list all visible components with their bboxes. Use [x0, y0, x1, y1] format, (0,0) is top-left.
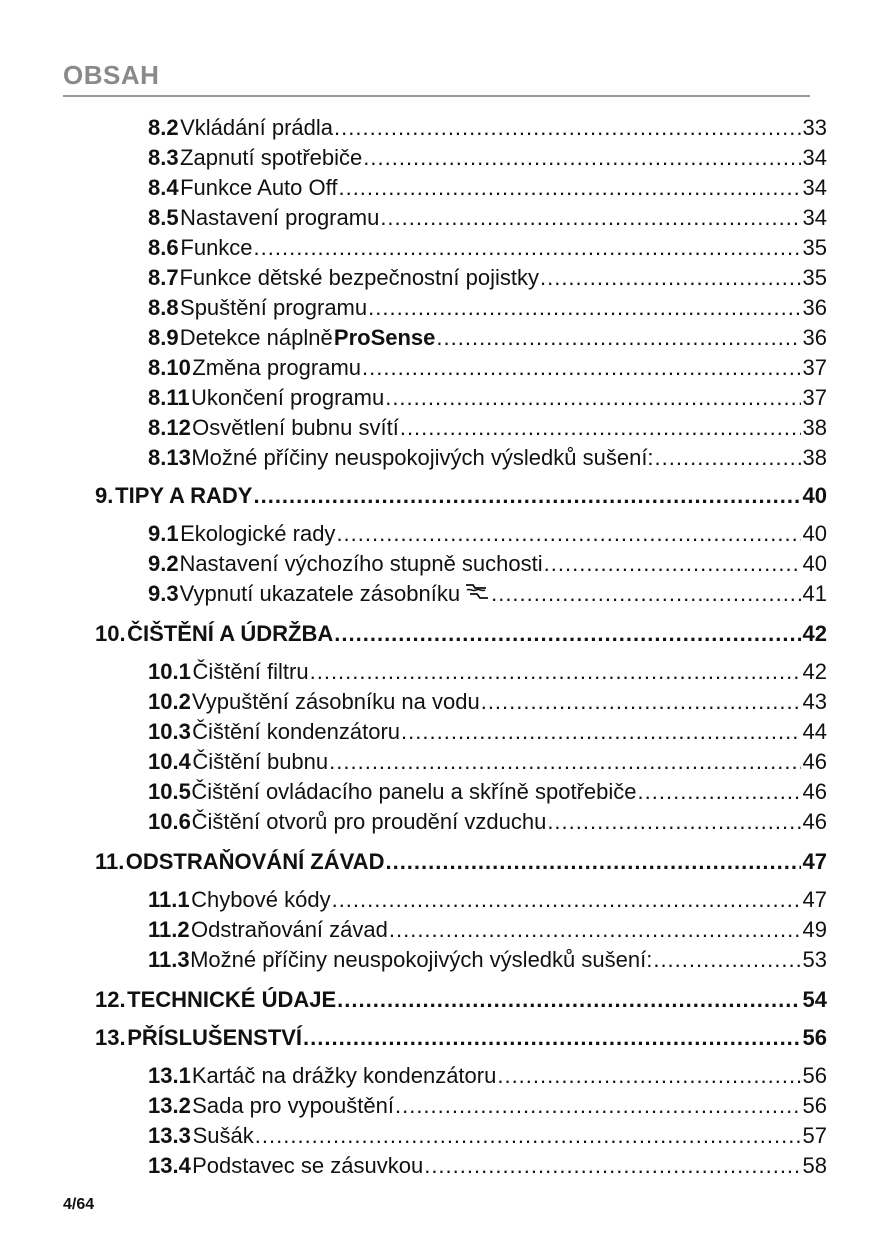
toc-entry-number: 10.5: [148, 779, 191, 804]
toc-entry-number: 10.1: [148, 659, 191, 684]
toc-dot-leader: [401, 717, 800, 747]
toc-entry-number: 8.4: [148, 175, 179, 200]
toc-entry-number: 8.11: [148, 385, 190, 410]
toc-entry-number: 10.3: [148, 719, 191, 744]
toc-dot-leader: [385, 847, 800, 877]
toc-dot-leader: [254, 233, 801, 263]
toc-entry-page: 34: [802, 175, 827, 200]
toc-entry-title: Funkce Auto Off: [180, 175, 338, 200]
water-tank-icon: [464, 579, 490, 599]
toc-entry-page: 40: [802, 551, 827, 576]
toc-entry-page: 47: [802, 887, 827, 912]
toc-entry-page: 35: [802, 235, 827, 260]
toc-entry-number: 13.: [95, 1025, 126, 1050]
toc-entry-number: 10.4: [148, 749, 191, 774]
toc-section-entry[interactable]: [148, 293, 827, 323]
toc-entry-number: 8.6: [148, 235, 179, 260]
toc-entry-title: TIPY A RADY: [115, 483, 253, 508]
toc-entry-number: 11.: [95, 849, 125, 874]
toc-entry-page: 43: [802, 689, 827, 714]
toc-dot-leader: [310, 657, 801, 687]
toc-section-entry[interactable]: [148, 777, 827, 807]
toc-dot-leader: [653, 945, 800, 975]
toc-entry-page: 54: [802, 987, 827, 1012]
toc-entry-page: 36: [802, 295, 827, 320]
toc-section-entry[interactable]: [148, 747, 827, 777]
toc-entry-page: 56: [802, 1063, 827, 1088]
toc-section-entry[interactable]: [148, 885, 827, 915]
toc-dot-leader: [329, 747, 800, 777]
toc-entry-page: 34: [802, 145, 827, 170]
toc-entry-number: 11.3: [148, 947, 190, 972]
toc-entry-title: Čištění kondenzátoru: [192, 719, 401, 744]
toc-dot-leader: [491, 579, 800, 609]
toc-entry-title: ČIŠTĚNÍ A ÚDRŽBA: [127, 621, 334, 646]
toc-entry-number: 11.2: [148, 917, 190, 942]
toc-entry-number: 10.2: [148, 689, 191, 714]
toc-dot-leader: [400, 413, 801, 443]
toc-entry-title: PŘÍSLUŠENSTVÍ: [127, 1025, 303, 1050]
toc-dot-leader: [481, 687, 801, 717]
toc-dot-leader: [338, 173, 800, 203]
toc-entry-page: 37: [802, 355, 827, 380]
toc-section-entry[interactable]: [148, 113, 827, 143]
toc-entry-title: ODSTRAŇOVÁNÍ ZÁVAD: [125, 849, 385, 874]
toc-entry-page: 46: [802, 809, 827, 834]
toc-entry-number: 8.12: [148, 415, 191, 440]
toc-entry-title: Detekce náplně: [179, 325, 333, 350]
toc-entry-number: 8.7: [148, 265, 179, 290]
header-divider: [63, 95, 810, 97]
toc-entry-page: 49: [802, 917, 827, 942]
toc-entry-title: Čištění filtru: [192, 659, 309, 684]
toc-entry-page: 46: [802, 779, 827, 804]
toc-section-entry[interactable]: [148, 579, 827, 609]
toc-entry-title: Možné příčiny neuspokojivých výsledků sušení:: [191, 445, 654, 470]
toc-section-entry[interactable]: [148, 945, 827, 975]
toc-entry-number: 8.10: [148, 355, 191, 380]
toc-entry-number: 13.2: [148, 1093, 191, 1118]
toc-entry-title: Funkce dětské bezpečnostní pojistky: [179, 265, 539, 290]
toc-entry-page: 41: [802, 581, 827, 606]
toc-section-entry[interactable]: [148, 323, 827, 353]
toc-entry-title: Vypuštění zásobníku na vodu: [191, 689, 480, 714]
toc-section-entry[interactable]: [148, 413, 827, 443]
toc-dot-leader: [389, 915, 801, 945]
toc-entry-title: Vypnutí ukazatele zásobníku: [179, 581, 461, 606]
toc-section-entry[interactable]: [148, 173, 827, 203]
toc-dot-leader: [544, 549, 801, 579]
toc-dot-leader: [255, 1121, 801, 1151]
toc-section-entry[interactable]: [148, 549, 827, 579]
toc-section-entry[interactable]: [148, 263, 827, 293]
toc-chapter-entry[interactable]: [95, 847, 827, 877]
toc-entry-page: 44: [802, 719, 827, 744]
toc-entry-number: 10.6: [148, 809, 191, 834]
toc-entry-page: 38: [802, 445, 827, 470]
toc-entry-title: Zapnutí spotřebiče: [180, 145, 363, 170]
toc-section-entry[interactable]: [148, 807, 827, 837]
toc-dot-leader: [336, 519, 800, 549]
toc-section-entry[interactable]: [148, 519, 827, 549]
toc-entry-number: 9.3: [148, 581, 179, 606]
toc-entry-title: Nastavení výchozího stupně suchosti: [179, 551, 543, 576]
toc-entry-title: Sušák: [192, 1123, 254, 1148]
toc-entry-number: 11.1: [148, 887, 190, 912]
toc-entry-page: 35: [802, 265, 827, 290]
toc-entry-title: Ukončení programu: [190, 385, 385, 410]
page-number: 4/64: [63, 1196, 95, 1213]
toc-entry-number: 8.5: [148, 205, 179, 230]
toc-dot-leader: [337, 985, 800, 1015]
toc-entry-number: 8.8: [148, 295, 179, 320]
toc-section-entry[interactable]: [148, 1121, 827, 1151]
toc-entry-number: 9.: [95, 483, 114, 508]
toc-chapter-entry[interactable]: [95, 1023, 827, 1053]
toc-section-entry[interactable]: [148, 443, 827, 473]
toc-entry-page: 36: [802, 325, 827, 350]
toc-entry-title: Změna programu: [192, 355, 362, 380]
toc-dot-leader: [332, 885, 801, 915]
toc-dot-leader: [334, 619, 800, 649]
toc-entry-page: 47: [802, 849, 827, 874]
toc-entry-page: 58: [802, 1153, 827, 1178]
toc-entry-number: 12.: [95, 987, 126, 1012]
toc-entry-page: 40: [802, 483, 827, 508]
toc-dot-leader: [424, 1151, 800, 1181]
toc-entry-number: 8.3: [148, 145, 179, 170]
toc-entry-page: 40: [802, 521, 827, 546]
toc-dot-leader: [638, 777, 801, 807]
toc-section-entry[interactable]: [148, 1091, 827, 1121]
toc-entry-title: Čištění ovládacího panelu a skříně spotřebiče: [191, 779, 637, 804]
toc-dot-leader: [368, 293, 800, 323]
toc-entry-title: Podstavec se zásuvkou: [192, 1153, 424, 1178]
toc-dot-leader: [436, 323, 800, 353]
toc-dot-leader: [363, 143, 800, 173]
toc-dot-leader: [547, 807, 800, 837]
toc-entry-title: Nastavení programu: [179, 205, 380, 230]
toc-section-entry[interactable]: [148, 143, 827, 173]
toc-entry-title: TECHNICKÉ ÚDAJE: [127, 987, 337, 1012]
toc-entry-page: 56: [802, 1025, 827, 1050]
page-title: OBSAH: [63, 60, 160, 90]
toc-entry-page: 38: [802, 415, 827, 440]
toc-entry-page: 46: [802, 749, 827, 774]
toc-entry-title: Sada pro vypouštění: [192, 1093, 394, 1118]
toc-dot-leader: [385, 383, 800, 413]
toc-entry-title-brand: ProSense: [333, 325, 436, 350]
toc-section-entry[interactable]: [148, 203, 827, 233]
toc-entry-number: 13.4: [148, 1153, 191, 1178]
toc-entry-number: 9.1: [148, 521, 179, 546]
toc-entry-title: Osvětlení bubnu svítí: [192, 415, 399, 440]
toc-chapter-entry[interactable]: [95, 985, 827, 1015]
toc-entry-title: Chybové kódy: [191, 887, 331, 912]
toc-entry-number: 9.2: [148, 551, 179, 576]
toc-section-entry[interactable]: [148, 687, 827, 717]
toc-entry-number: 8.9: [148, 325, 179, 350]
toc-entry-title: Ekologické rady: [180, 521, 336, 546]
toc-entry-page: 34: [802, 205, 827, 230]
toc-entry-title: Spuštění programu: [180, 295, 368, 320]
toc-entry-title: Čištění bubnu: [192, 749, 329, 774]
toc-entry-page: 33: [802, 115, 827, 140]
toc-entry-number: 8.13: [148, 445, 191, 470]
toc-section-entry[interactable]: [148, 1061, 827, 1091]
toc-dot-leader: [362, 353, 801, 383]
toc-chapter-entry[interactable]: [95, 481, 827, 511]
toc-section-entry[interactable]: [148, 353, 827, 383]
toc-section-entry[interactable]: [148, 717, 827, 747]
toc-entry-title: Odstraňování závad: [190, 917, 388, 942]
toc-dot-leader: [303, 1023, 800, 1053]
toc-entry-page: 57: [802, 1123, 827, 1148]
toc-entry-number: 13.1: [148, 1063, 191, 1088]
toc-chapter-entry[interactable]: [95, 619, 827, 649]
toc-entry-page: 37: [802, 385, 827, 410]
toc-entry-number: 8.2: [148, 115, 179, 140]
toc-entry-title: Funkce: [180, 235, 253, 260]
toc-entry-number: 10.: [95, 621, 126, 646]
toc-section-entry[interactable]: [148, 915, 827, 945]
toc-entry-title: Čištění otvorů pro proudění vzduchu: [191, 809, 547, 834]
toc-entry-title: Vkládání prádla: [180, 115, 334, 140]
toc-dot-leader: [655, 443, 801, 473]
toc-entry-page: 42: [802, 659, 827, 684]
toc-section-entry[interactable]: [148, 657, 827, 687]
toc-entry-page: 42: [802, 621, 827, 646]
toc-dot-leader: [540, 263, 801, 293]
toc-dot-leader: [497, 1061, 800, 1091]
toc-section-entry[interactable]: [148, 383, 827, 413]
toc-section-entry[interactable]: [148, 233, 827, 263]
toc-entry-title: Kartáč na drážky kondenzátoru: [191, 1063, 497, 1088]
toc-entry-page: 56: [802, 1093, 827, 1118]
toc-entry-page: 53: [802, 947, 827, 972]
toc-dot-leader: [253, 481, 800, 511]
toc-section-entry[interactable]: [148, 1151, 827, 1181]
toc-entry-title: Možné příčiny neuspokojivých výsledků sušení:: [190, 947, 653, 972]
toc-entry-number: 13.3: [148, 1123, 191, 1148]
toc-dot-leader: [395, 1091, 801, 1121]
toc-dot-leader: [380, 203, 800, 233]
toc-dot-leader: [334, 113, 801, 143]
